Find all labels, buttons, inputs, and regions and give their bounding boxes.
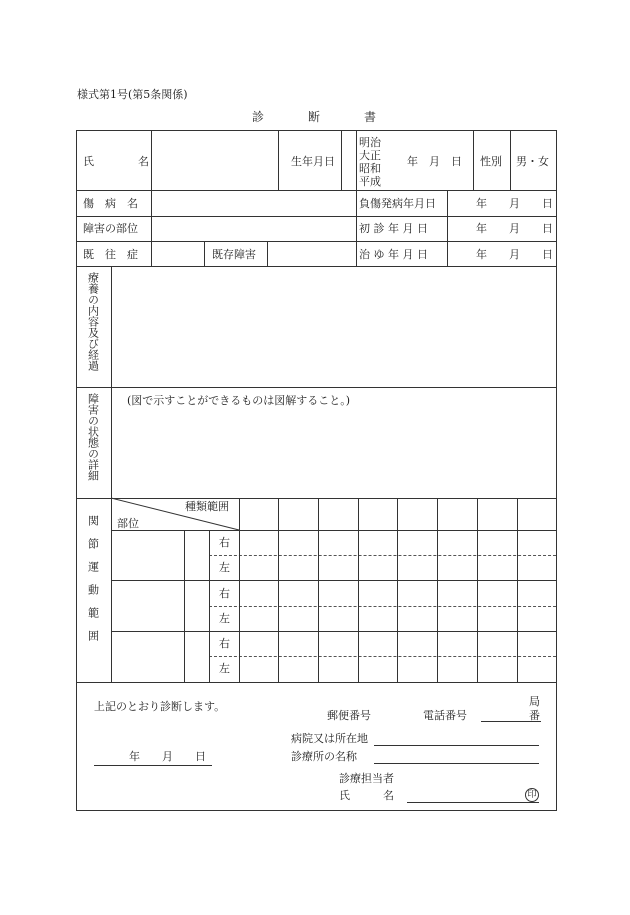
era-taisho: 大正 [359, 149, 381, 162]
issue-date-ymd: 年 月 日 [129, 750, 206, 763]
cure-date-label: 治 ゆ 年 月 日 [359, 248, 428, 261]
left-label: 左 [219, 612, 230, 625]
exchange-label: 局 [529, 695, 540, 708]
form-number-label: 様式第1号(第5条関係) [77, 88, 188, 101]
right-label: 右 [219, 637, 230, 650]
doctor-in-charge-label: 診療担当者 [339, 772, 394, 785]
right-label: 右 [219, 587, 230, 600]
left-label: 左 [219, 561, 230, 574]
clinic-name-label: 診療所の名称 [291, 750, 357, 763]
birthdate-label: 生年月日 [291, 155, 335, 168]
era-showa: 昭和 [359, 162, 381, 175]
treatment-label: 療養の内容及び経過 [86, 272, 100, 371]
injury-name-label: 傷 病 名 [83, 197, 138, 210]
cure-date-ymd: 年 月 日 [476, 248, 553, 261]
right-label: 右 [219, 536, 230, 549]
condition-note: (図で示すことができるものは図解すること。) [127, 394, 351, 407]
first-visit-ymd: 年 月 日 [476, 222, 553, 235]
certify-statement: 上記のとおり診断します。 [94, 700, 226, 713]
existing-disability-label: 既存障害 [212, 248, 256, 261]
seal-mark: 印 [525, 788, 539, 802]
condition-label: 障害の状態の詳細 [86, 393, 100, 481]
phone-label: 電話番号 [423, 709, 467, 722]
past-history-label: 既 往 症 [83, 248, 138, 261]
doctor-name-label: 氏 名 [339, 789, 394, 802]
joint-range-label: 関節運動範囲 [86, 515, 100, 653]
era-meiji: 明治 [359, 136, 381, 149]
disability-site-label: 障害の部位 [83, 222, 138, 235]
number-label: 番 [529, 709, 540, 722]
certificate-form [76, 130, 557, 811]
era-heisei: 平成 [359, 175, 381, 188]
document-title: 診 断 書 [251, 110, 378, 124]
sex-label: 性別 [480, 155, 502, 168]
sex-value: 男・女 [516, 155, 549, 168]
left-label: 左 [219, 662, 230, 675]
onset-date-label: 負傷発病年月日 [359, 197, 436, 210]
onset-date-ymd: 年 月 日 [476, 197, 553, 210]
joint-header-type-range: 種類範囲 [185, 500, 229, 513]
postal-code-label: 郵便番号 [327, 709, 371, 722]
first-visit-label: 初 診 年 月 日 [359, 222, 428, 235]
hospital-address-label: 病院又は所在地 [291, 732, 368, 745]
birthdate-ymd: 年 月 日 [407, 155, 462, 168]
joint-header-site: 部位 [117, 517, 139, 530]
name-label: 氏 名 [83, 155, 149, 168]
